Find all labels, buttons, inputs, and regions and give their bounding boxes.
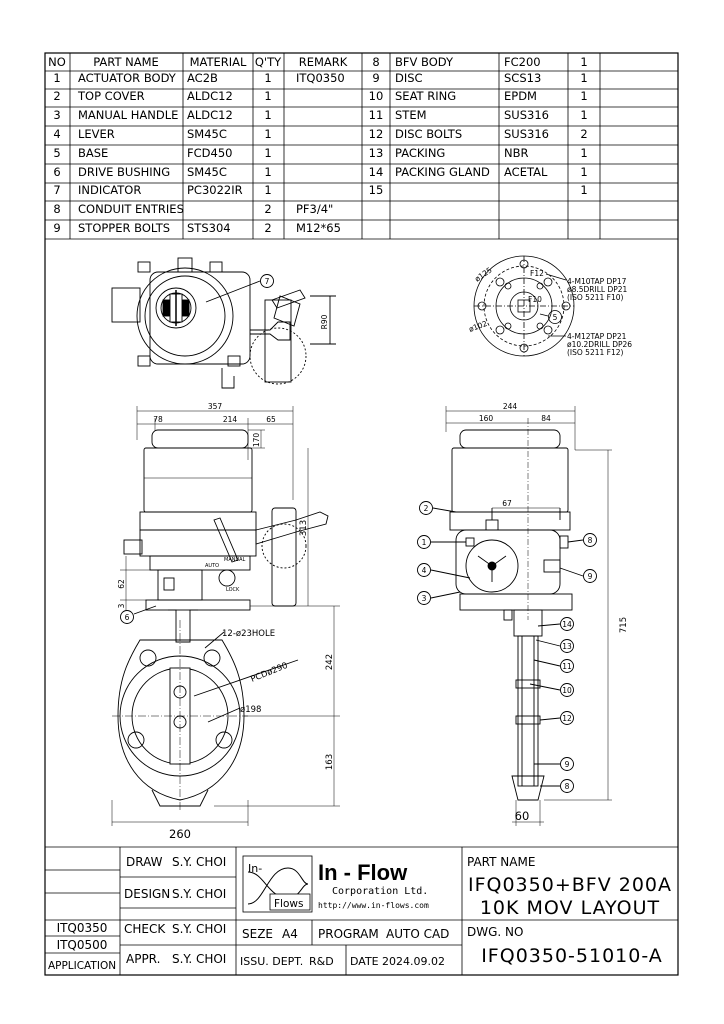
balloon-6: 6 (124, 613, 130, 622)
appr-label: APPR. (126, 952, 161, 966)
dim-d125: ø125 (472, 265, 494, 284)
label-f10: F10 (528, 295, 542, 304)
right-row-qty: 1 (580, 183, 588, 197)
left-row-name: INDICATOR (78, 183, 142, 197)
left-row-qty: 1 (264, 146, 272, 160)
left-row-material: FCD450 (187, 146, 233, 160)
note-f10-3: (ISO 5211 F10) (567, 293, 624, 302)
right-row-material: ACETAL (504, 165, 548, 179)
right-row-material: EPDM (504, 89, 537, 103)
left-row-material: AC2B (187, 71, 218, 85)
left-row-qty: 1 (264, 183, 272, 197)
dim-3: 3 (117, 603, 126, 609)
label-f12: F12 (530, 269, 544, 278)
size-label: SEZE (242, 927, 274, 941)
right-row-name: PACKING GLAND (395, 165, 490, 179)
left-row-name: DRIVE BUSHING (78, 165, 171, 179)
dim-170: 170 (252, 432, 261, 448)
left-row-no: 5 (53, 146, 61, 160)
left-row-qty: 1 (264, 127, 272, 141)
dim-160: 160 (478, 414, 494, 423)
right-row-qty: 1 (580, 89, 588, 103)
left-row-name: STOPPER BOLTS (78, 221, 171, 235)
side-balloon-9b: 9 (564, 760, 570, 769)
right-row-material: SUS316 (504, 127, 549, 141)
part-name-label: PART NAME (467, 855, 536, 869)
left-row-no: 7 (53, 183, 61, 197)
dwg-no-label: DWG. NO (467, 925, 524, 939)
left-row-material: SM45C (187, 127, 227, 141)
issue-label: ISSU. DEPT. (240, 955, 304, 968)
left-row-no: 9 (53, 221, 61, 235)
left-row-qty: 2 (264, 202, 272, 216)
side-balloon-2: 2 (423, 504, 429, 513)
right-row-name: STEM (395, 108, 427, 122)
parts-table-header (48, 55, 587, 69)
dim-62: 62 (117, 579, 126, 589)
side-balloon-8a: 8 (587, 536, 593, 545)
label-lock: LOCK (226, 587, 240, 593)
right-row-qty: 1 (580, 165, 588, 179)
left-row-name: BASE (78, 146, 109, 160)
dwg-no: IFQ0350-51010-A (481, 945, 663, 967)
side-balloon-14: 14 (562, 620, 572, 629)
left-row-name: MANUAL HANDLE (78, 108, 179, 122)
left-row-material: PC3022IR (187, 183, 243, 197)
right-row-material: SUS316 (504, 108, 549, 122)
company-url: http://www.in-flows.com (318, 901, 429, 910)
left-row-name: LEVER (78, 127, 115, 141)
side-balloon-9a: 9 (587, 572, 593, 581)
left-row-no: 4 (53, 127, 61, 141)
side-view (418, 402, 630, 826)
right-row-no: 14 (368, 165, 384, 179)
flange-view (468, 256, 633, 357)
side-balloon-12: 12 (562, 714, 572, 723)
hdr-material: MATERIAL (189, 55, 247, 69)
size-value: A4 (282, 927, 298, 941)
top-view (112, 258, 336, 388)
right-row-name: SEAT RING (395, 89, 457, 103)
date-value: 2024.09.02 (382, 955, 445, 968)
logo-flows: Flows (274, 898, 304, 910)
right-row-qty: 1 (580, 108, 588, 122)
program-label: PROGRAM (318, 927, 379, 941)
check-name: S.Y. CHOI (172, 922, 227, 936)
side-balloon-10: 10 (562, 686, 572, 695)
right-row-material: NBR (504, 146, 529, 160)
hdr-right-name: BFV BODY (395, 55, 454, 69)
side-balloon-8b: 8 (564, 782, 570, 791)
application-1: ITQ0350 (56, 921, 108, 935)
right-row-no: 13 (368, 146, 384, 160)
note-f10-1: 4-M10TAP DP17 (567, 277, 627, 286)
right-row-name: DISC (395, 71, 423, 85)
balloon-5: 5 (552, 313, 558, 322)
right-row-no: 12 (368, 127, 384, 141)
left-row-remark: M12*65 (296, 221, 341, 235)
program-value: AUTO CAD (386, 927, 450, 941)
left-row-material: STS304 (187, 221, 231, 235)
appr-name: S.Y. CHOI (172, 952, 227, 966)
dim-260: 260 (169, 827, 191, 841)
label-bore: ø198 (240, 705, 262, 715)
design-label: DESIGN (124, 887, 171, 901)
left-row-no: 2 (53, 89, 61, 103)
note-f10-2: ø8.5DRILL DP21 (567, 285, 628, 294)
right-row-qty: 2 (580, 127, 588, 141)
front-view (112, 402, 340, 841)
hdr-qty: Q'TY (254, 55, 282, 69)
side-balloon-3: 3 (421, 594, 427, 603)
part-name-line1: IFQ0350+BFV 200A (467, 874, 673, 896)
left-row-no: 6 (53, 165, 61, 179)
left-row-material: SM45C (187, 165, 227, 179)
side-balloon-13: 13 (562, 642, 572, 651)
balloon-7: 7 (264, 277, 270, 286)
dim-65: 65 (266, 415, 276, 424)
application-label: APPLICATION (47, 960, 117, 972)
hdr-remark: REMARK (298, 55, 348, 69)
left-row-qty: 1 (264, 108, 272, 122)
dim-357: 357 (207, 402, 223, 411)
dim-84: 84 (541, 414, 551, 423)
side-balloon-4: 4 (421, 566, 427, 575)
label-manual: MANUAL (224, 557, 246, 563)
part-name-line2: 10K MOV LAYOUT (479, 897, 661, 919)
hdr-right-material: FC200 (504, 55, 541, 69)
left-row-no: 1 (53, 71, 61, 85)
left-row-remark: ITQ0350 (296, 71, 345, 85)
dim-244: 244 (502, 402, 518, 411)
parts-table-right-rows (369, 71, 588, 197)
hdr-right-no: 8 (372, 55, 380, 69)
dim-163: 163 (325, 753, 335, 771)
logo-in: In- (248, 862, 263, 875)
hdr-part-name: PART NAME (93, 55, 159, 69)
right-row-qty: 1 (580, 71, 588, 85)
left-row-material: ALDC12 (187, 89, 233, 103)
design-name: S.Y. CHOI (172, 887, 227, 901)
left-row-qty: 2 (264, 221, 272, 235)
dim-67: 67 (502, 499, 512, 508)
dim-78: 78 (153, 415, 163, 424)
right-row-no: 11 (368, 108, 384, 122)
left-row-name: ACTUATOR BODY (78, 71, 176, 85)
dim-60: 60 (514, 809, 530, 823)
left-row-qty: 1 (264, 165, 272, 179)
note-f12-3: (ISO 5211 F12) (567, 348, 624, 357)
draw-label: DRAW (126, 855, 163, 869)
hdr-no: NO (48, 55, 66, 69)
hdr-right-qty: 1 (580, 55, 588, 69)
company-name: In - Flow (318, 860, 408, 885)
company-sub: Corporation Ltd. (332, 886, 429, 897)
draw-name: S.Y. CHOI (172, 855, 227, 869)
left-row-no: 3 (53, 108, 61, 122)
dim-715: 715 (619, 616, 629, 634)
left-row-material: ALDC12 (187, 108, 233, 122)
note-f12-1: 4-M12TAP DP21 (567, 332, 627, 341)
label-holes: 12-ø23HOLE (222, 629, 276, 639)
right-row-qty: 1 (580, 146, 588, 160)
dim-313: 313 (299, 519, 309, 537)
dim-d102: ø102 (467, 318, 489, 334)
label-pcd: PCDø290 (249, 660, 290, 685)
left-row-name: CONDUIT ENTRIES (78, 202, 184, 216)
right-row-material: SCS13 (504, 71, 542, 85)
note-f12-2: ø10.2DRILL DP26 (567, 340, 633, 349)
title-block (45, 847, 678, 975)
check-label: CHECK (124, 922, 166, 936)
left-row-qty: 1 (264, 89, 272, 103)
left-row-no: 8 (53, 202, 61, 216)
left-row-name: TOP COVER (78, 89, 145, 103)
dim-r90: R90 (320, 314, 329, 330)
date-label: DATE (350, 955, 379, 968)
left-row-remark: PF3/4" (296, 202, 334, 216)
issue-value: R&D (309, 955, 334, 968)
label-auto: AUTO (205, 563, 220, 569)
left-row-qty: 1 (264, 71, 272, 85)
right-row-name: PACKING (395, 146, 446, 160)
dim-242: 242 (325, 653, 335, 671)
dim-214: 214 (222, 415, 238, 424)
side-balloon-1: 1 (421, 538, 427, 547)
right-row-no: 10 (368, 89, 384, 103)
right-row-no: 9 (372, 71, 380, 85)
side-balloon-11: 11 (562, 662, 572, 671)
right-row-no: 15 (368, 183, 384, 197)
right-row-name: DISC BOLTS (395, 127, 463, 141)
parts-table-left-rows (53, 71, 344, 235)
application-2: ITQ0500 (56, 938, 108, 952)
